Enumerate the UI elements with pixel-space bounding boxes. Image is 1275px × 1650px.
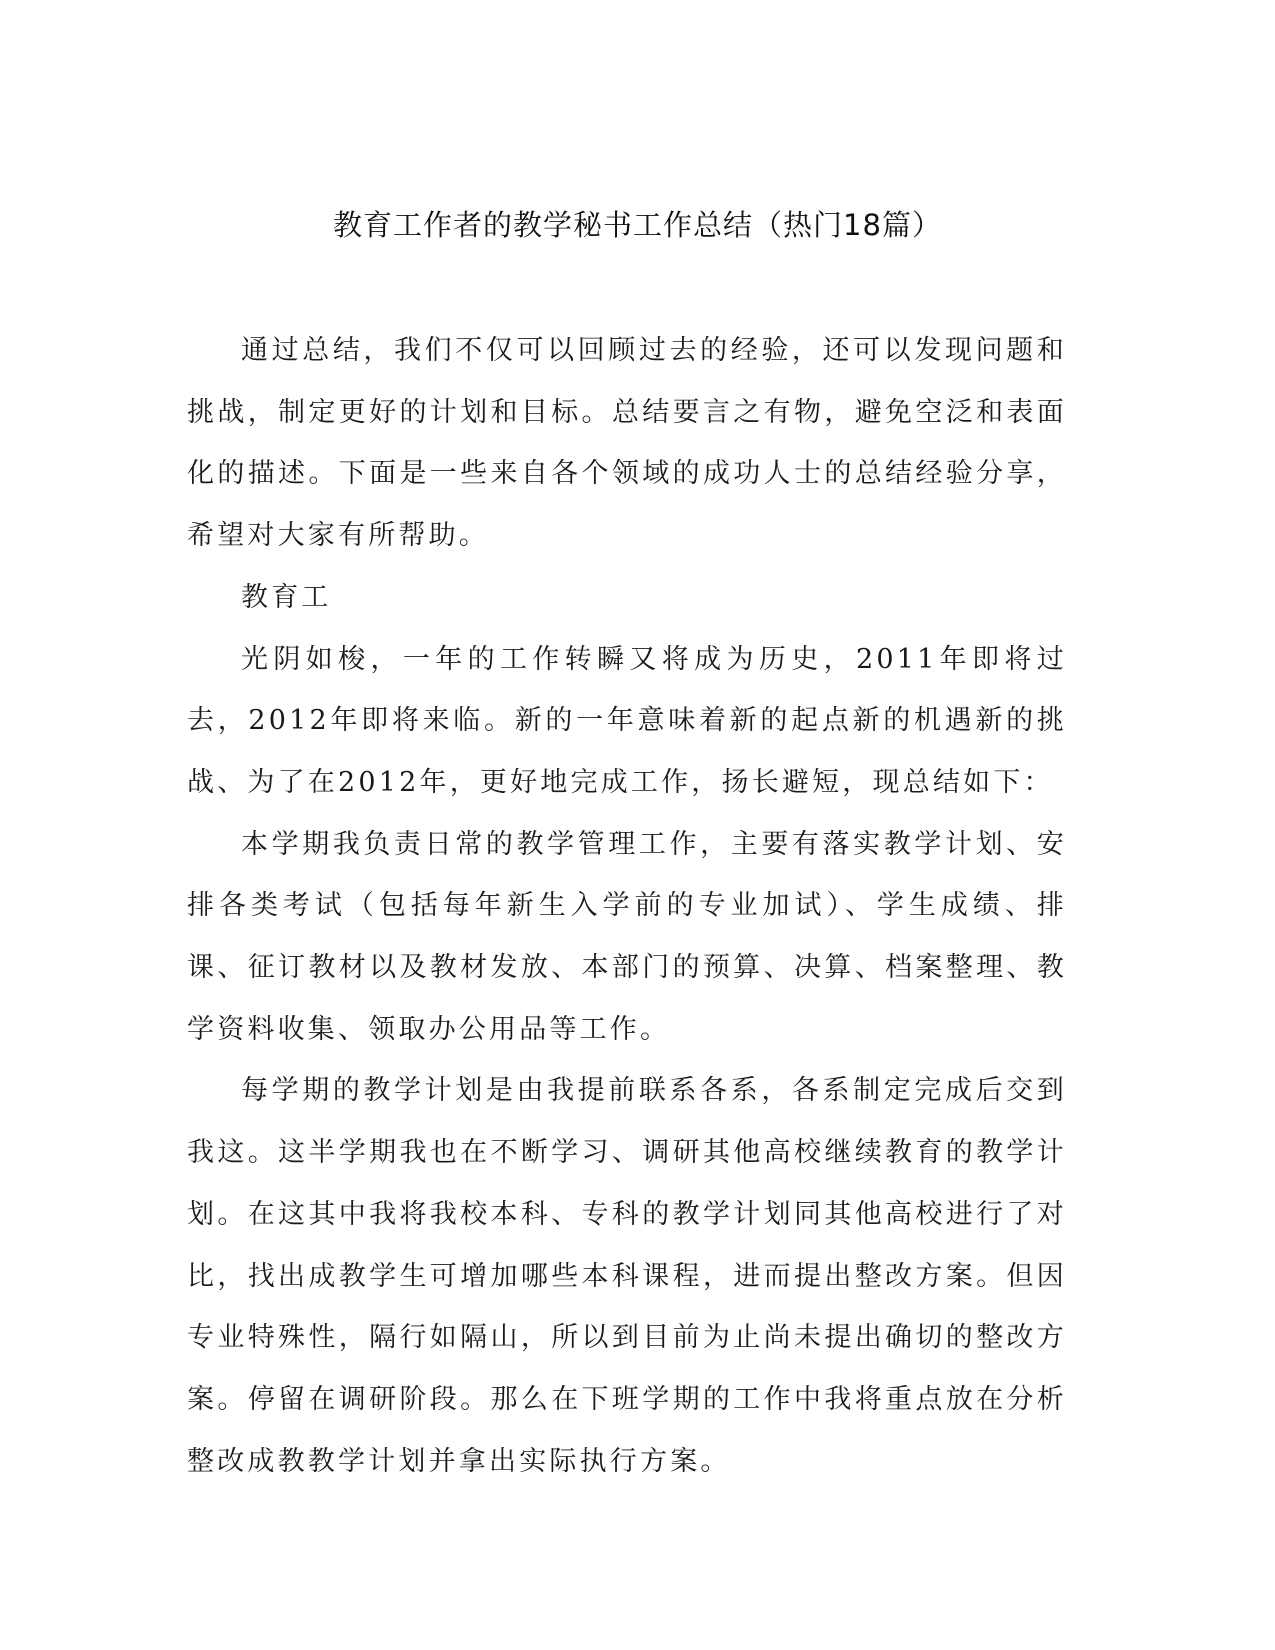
paragraph-section-heading: 教育工 xyxy=(241,581,332,613)
paragraph-intro: 通过总结，我们不仅可以回顾过去的经验，还可以发现问题和挑战，制定更好的计划和目标。总结要言之有物，避免空泛和表面化的描述。下面是一些来自各个领域的成功人士的总结经验分享，希望对大家有所帮助。 xyxy=(187,335,1067,552)
paragraph-teaching-plan: 每学期的教学计划是由我提前联系各系，各系制定完成后交到我这。这半学期我也在不断学习、调研其他高校继续教育的教学计划。在这其中我将我校本科、专科的教学计划同其他高校进行了对比，找出成教学生可增加哪些本科课程，进而提出整改方案。但因专业特殊性，隔行如隔山，所以到目前为止尚未提出确切的整改方案。停留在调研阶段。那么在下班学期的工作中我将重点放在分析整改成教教学计划并拿出实际执行方案。 xyxy=(187,1075,1067,1477)
paragraph-duties: 本学期我负责日常的教学管理工作，主要有落实教学计划、安排各类考试（包括每年新生入学前的专业加试）、学生成绩、排课、征订教材以及教材发放、本部门的预算、决算、档案整理、教学资料收集、领取办公用品等工作。 xyxy=(187,828,1067,1045)
document-body xyxy=(187,320,1067,1492)
document-title: 教育工作者的教学秘书工作总结（热门18篇） xyxy=(333,208,942,242)
paragraph-year-review: 光阴如梭，一年的工作转瞬又将成为历史，2011年即将过去，2012年即将来临。新的一年意味着新的起点新的机遇新的挑战、为了在2012年，更好地完成工作，扬长避短，现总结如下： xyxy=(187,643,1067,798)
